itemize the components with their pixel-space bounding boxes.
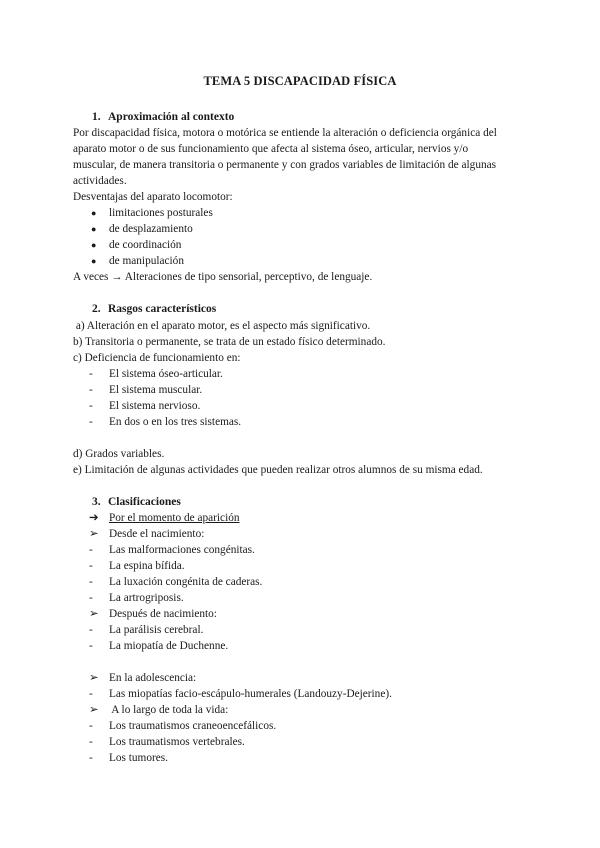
section-1-number: 1.: [92, 111, 101, 123]
section-2-heading: [92, 301, 216, 317]
document-title: TEMA 5 DISCAPACIDAD FÍSICA: [203, 74, 397, 88]
dash-marker: -: [89, 400, 93, 412]
section-1-note: A veces → Alteraciones de tipo sensorial, perceptivo, de lenguaje.: [73, 271, 373, 283]
dash-marker: -: [89, 752, 93, 764]
rasgo-e: e) Limitación de algunas actividades que pueden realizar otros alumnos de su misma edad.: [73, 464, 483, 476]
arrow-icon: ➔: [89, 512, 99, 524]
dash-marker: -: [89, 720, 93, 732]
section-1-paragraph-line: muscular, de manera transitoria o permanente y con grados variables de limitación de algunas: [73, 159, 497, 171]
triangle-arrow-icon: ➢: [89, 672, 99, 684]
dash-marker: -: [89, 544, 93, 556]
subheading-momento: Por el momento de aparición: [109, 512, 240, 524]
section-3-number: 3.: [92, 496, 101, 508]
group-label: Después de nacimiento:: [109, 608, 217, 620]
dash-marker: -: [89, 416, 93, 428]
section-1-heading: [92, 109, 234, 125]
dash-marker: -: [89, 384, 93, 396]
list-item: El sistema nervioso.: [109, 400, 201, 412]
list-item: El sistema óseo-articular.: [109, 368, 223, 380]
list-item: Los tumores.: [109, 752, 168, 764]
list-item: Los traumatismos vertebrales.: [109, 736, 245, 748]
list-item: de coordinación: [109, 239, 182, 251]
list-item: La espina bífida.: [109, 560, 185, 572]
list-item: La artrogriposis.: [109, 592, 184, 604]
section-2-number: 2.: [92, 303, 101, 315]
rasgo-a: a) Alteración en el aparato motor, es el aspecto más significativo.: [73, 320, 371, 332]
rasgo-d: d) Grados variables.: [73, 448, 165, 460]
list-item: La miopatía de Duchenne.: [109, 640, 229, 652]
triangle-arrow-icon: ➢: [89, 704, 99, 716]
bullet-icon: ●: [91, 256, 97, 266]
triangle-arrow-icon: ➢: [89, 528, 99, 540]
group-label: En la adolescencia:: [109, 672, 197, 684]
dash-marker: -: [89, 576, 93, 588]
list-item: limitaciones posturales: [109, 207, 213, 219]
section-1-paragraph-line: Por discapacidad física, motora o motórica se entiende la alteración o deficiencia orgánica del: [73, 127, 497, 139]
section-1-paragraph-line: actividades.: [73, 175, 127, 187]
list-item: En dos o en los tres sistemas.: [109, 416, 242, 428]
desventajas-label: Desventajas del aparato locomotor:: [73, 191, 233, 203]
rasgo-c: c) Deficiencia de funcionamiento en:: [73, 352, 241, 364]
section-2-title: Rasgos característicos: [108, 303, 217, 315]
dash-marker: -: [89, 592, 93, 604]
list-item: La parálisis cerebral.: [109, 624, 204, 636]
dash-marker: -: [89, 640, 93, 652]
section-1-title: Aproximación al contexto: [108, 111, 235, 123]
dash-marker: -: [89, 624, 93, 636]
section-1-paragraph-line: aparato motor o de sus funcionamiento que afecta al sistema óseo, articular, nervios y/o: [73, 143, 469, 155]
list-item: de manipulación: [109, 255, 184, 267]
section-3-heading: [92, 494, 181, 510]
list-item: de desplazamiento: [109, 223, 193, 235]
list-item: La luxación congénita de caderas.: [109, 576, 263, 588]
section-3-title: Clasificaciones: [108, 496, 181, 508]
bullet-icon: ●: [91, 224, 97, 234]
bullet-icon: ●: [91, 208, 97, 218]
group-label: A lo largo de toda la vida:: [109, 704, 229, 716]
list-item: Las miopatías facio-escápulo-humerales (Landouzy-Dejerine).: [109, 688, 392, 700]
list-item: Las malformaciones congénitas.: [109, 544, 255, 556]
bullet-icon: ●: [91, 240, 97, 250]
dash-marker: -: [89, 560, 93, 572]
list-item: El sistema muscular.: [109, 384, 203, 396]
dash-marker: -: [89, 368, 93, 380]
rasgo-b: b) Transitoria o permanente, se trata de un estado físico determinado.: [73, 336, 386, 348]
triangle-arrow-icon: ➢: [89, 608, 99, 620]
dash-marker: -: [89, 688, 93, 700]
group-label: Desde el nacimiento:: [109, 528, 205, 540]
list-item: Los traumatismos craneoencefálicos.: [109, 720, 277, 732]
dash-marker: -: [89, 736, 93, 748]
